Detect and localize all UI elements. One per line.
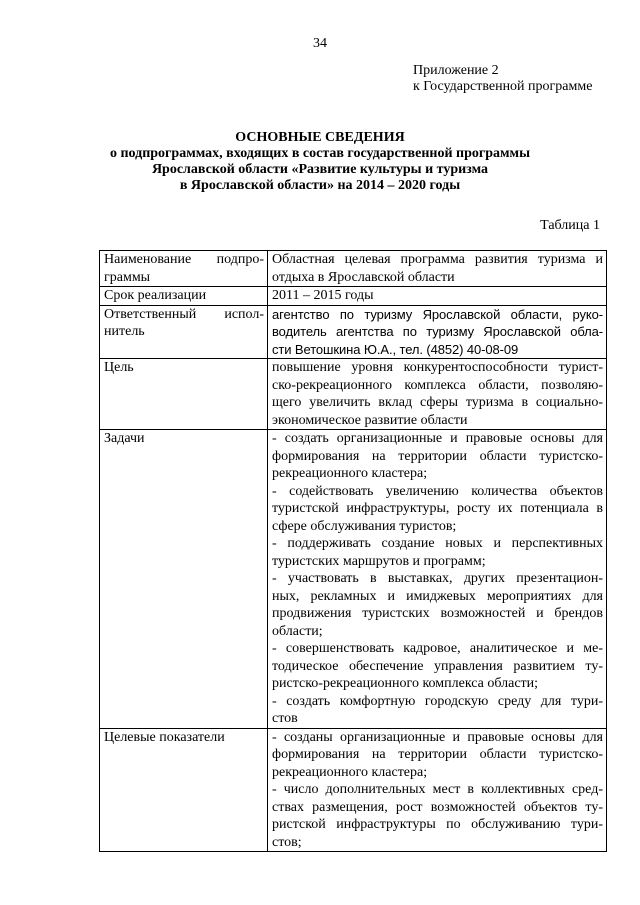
- appendix-note: [413, 63, 592, 95]
- row-value: 2011 – 2015 годы: [268, 287, 607, 306]
- table-row: [100, 430, 607, 729]
- row-label: Наименование подпро- граммы: [100, 251, 268, 287]
- row-value: Областная целевая программа развития туризма и отдыха в Ярославской области: [268, 251, 607, 287]
- row-value: повышение уровня конкурентоспособности турист- ско-рекреационного комплекса области, позволяю- щего увеличить вклад сферы туризма в социально- экономическое развитие области: [268, 359, 607, 430]
- row-label: Целевые показатели: [100, 728, 268, 852]
- title-line-1: ОСНОВНЫЕ СВЕДЕНИЯ: [235, 130, 405, 145]
- table-row: [100, 251, 607, 287]
- row-value: - созданы организационные и правовые основы для формирования на территории области туристско- рекреационного кластера; - число дополнительных мест в коллективных сред- ствах размещения, рост возможностей объектов ту- ристской инфраструктуры по обслуживанию тури- стов;: [268, 728, 607, 852]
- appendix-line-2: к Государственной программе: [413, 79, 593, 94]
- title-line-2: о подпрограммах, входящих в состав государственной программы: [109, 146, 531, 161]
- row-label: Задачи: [100, 430, 268, 729]
- table-row: [100, 359, 607, 430]
- appendix-line-1: Приложение 2: [413, 63, 499, 78]
- document-title: [60, 130, 580, 194]
- row-value: агентство по туризму Ярославской области, руко- водитель агентства по туризму Ярославской обла- сти Ветошкина Ю.А., тел. (4852) 40-08-09: [268, 305, 607, 359]
- table-row: [100, 287, 607, 306]
- table-row: [100, 728, 607, 852]
- title-line-4: в Ярославской области» на 2014 – 2020 годы: [179, 178, 461, 193]
- page-number: 34: [313, 36, 327, 51]
- title-line-3: Ярославской области «Развитие культуры и туризма: [151, 162, 489, 177]
- row-label: Ответственный испол- нитель: [100, 305, 268, 359]
- row-value: - создать организационные и правовые основы для формирования на территории области туристско- рекреационного кластера; - содействовать увеличению количества объектов туристской инфраструктуры, росту их потенциала в сфере обслуживания туристов; - поддерживать создание новых и перспективных туристских маршрутов и программ; - участвовать в выставках, других презентацион- ных, рекламных и имиджевых мероприятиях для продвижения туристских возможностей и брендов области; - совершенствовать кадровое, аналитическое и ме- тодическое обеспечение управления развитием ту- ристско-рекреационного комплекса области; - создать комфортную городскую среду для тури- стов: [268, 430, 607, 729]
- table-row: [100, 305, 607, 359]
- subprogram-info-table: [99, 250, 607, 852]
- table-label: Таблица 1: [540, 218, 600, 233]
- row-label: Цель: [100, 359, 268, 430]
- row-label: Срок реализации: [100, 287, 268, 306]
